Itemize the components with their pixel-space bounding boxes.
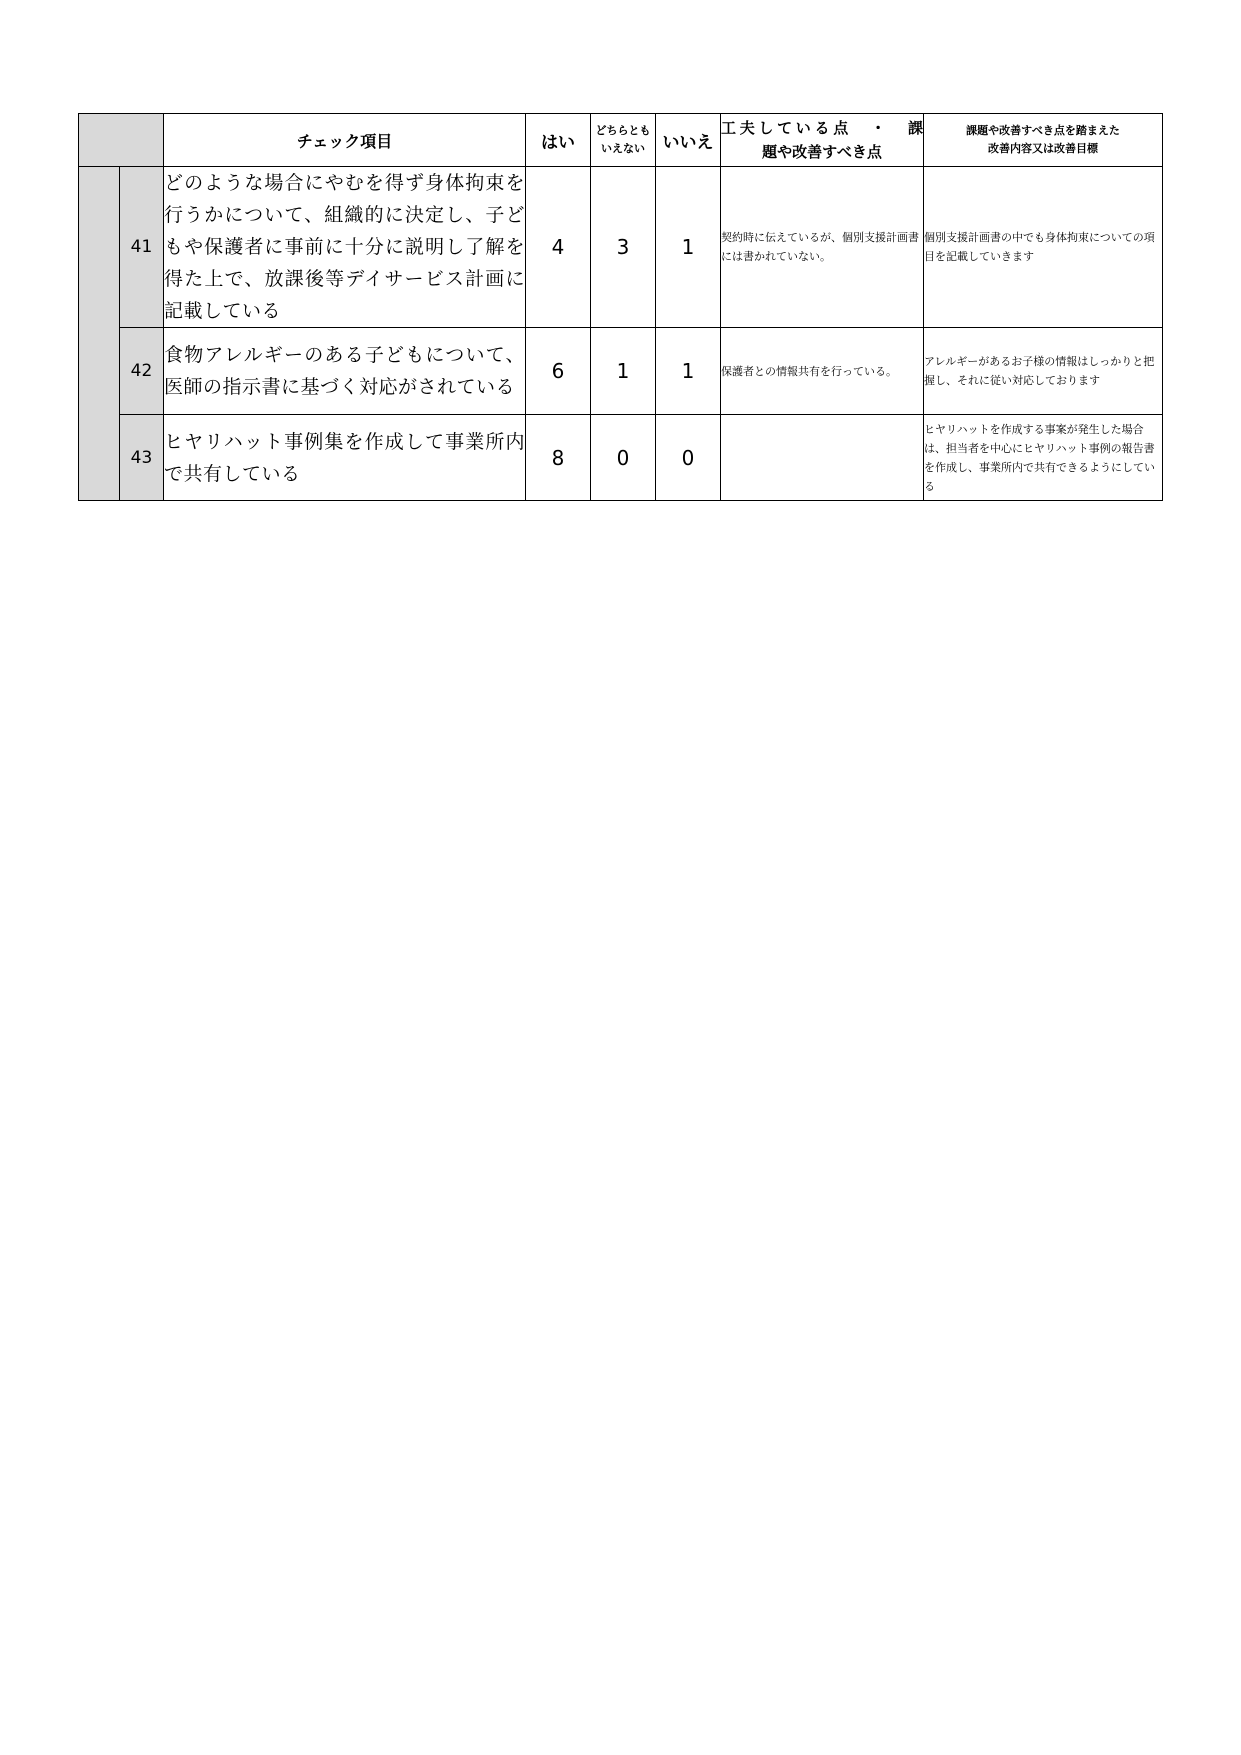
- header-corner: [79, 114, 164, 167]
- table-row: [79, 415, 1163, 501]
- header-goal-line2: 改善内容又は改善目標: [988, 142, 1098, 155]
- yes-count: 8: [526, 415, 591, 501]
- header-effort: [721, 114, 924, 167]
- item-number: 42: [120, 328, 164, 415]
- effort-note: 契約時に伝えているが、個別支援計画書には書かれていない。: [721, 167, 924, 328]
- goal-note: 個別支援計画書の中でも身体拘束についての項目を記載していきます: [924, 167, 1163, 328]
- yes-count: 6: [526, 328, 591, 415]
- item-number: 43: [120, 415, 164, 501]
- neither-count: 3: [591, 167, 656, 328]
- no-count: 1: [656, 167, 721, 328]
- header-check-item: チェック項目: [164, 114, 526, 167]
- neither-count: 1: [591, 328, 656, 415]
- goal-note: アレルギーがあるお子様の情報はしっかりと把握し、それに従い対応しております: [924, 328, 1163, 415]
- header-effort-line1: 工夫している点 ・ 課: [721, 119, 923, 137]
- item-text: どのような場合にやむを得ず身体拘束を行うかについて、組織的に決定し、子どもや保護者に事前に十分に説明し了解を得た上で、放課後等デイサービス計画に記載している: [164, 167, 526, 328]
- header-effort-line2: 題や改善すべき点: [762, 143, 882, 161]
- neither-count: 0: [591, 415, 656, 501]
- yes-count: 4: [526, 167, 591, 328]
- header-goal-line1: 課題や改善すべき点を踏まえた: [966, 124, 1120, 137]
- item-text: ヒヤリハット事例集を作成して事業所内で共有している: [164, 415, 526, 501]
- header-neither-line2: いえない: [601, 142, 645, 155]
- effort-note: 保護者との情報共有を行っている。: [721, 328, 924, 415]
- item-text: 食物アレルギーのある子どもについて、医師の指示書に基づく対応がされている: [164, 328, 526, 415]
- category-cell: [79, 167, 120, 501]
- header-yes: はい: [526, 114, 591, 167]
- check-table: [78, 113, 1163, 501]
- header-goal: [924, 114, 1163, 167]
- no-count: 0: [656, 415, 721, 501]
- header-row: [79, 114, 1163, 167]
- table-row: [79, 167, 1163, 328]
- table-row: [79, 328, 1163, 415]
- goal-note: ヒヤリハットを作成する事案が発生した場合は、担当者を中心にヒヤリハット事例の報告書を作成し、事業所内で共有できるようにしている: [924, 415, 1163, 501]
- header-neither: [591, 114, 656, 167]
- item-number: 41: [120, 167, 164, 328]
- header-neither-line1: どちらとも: [595, 124, 651, 137]
- effort-note: [721, 415, 924, 501]
- header-no: いいえ: [656, 114, 721, 167]
- no-count: 1: [656, 328, 721, 415]
